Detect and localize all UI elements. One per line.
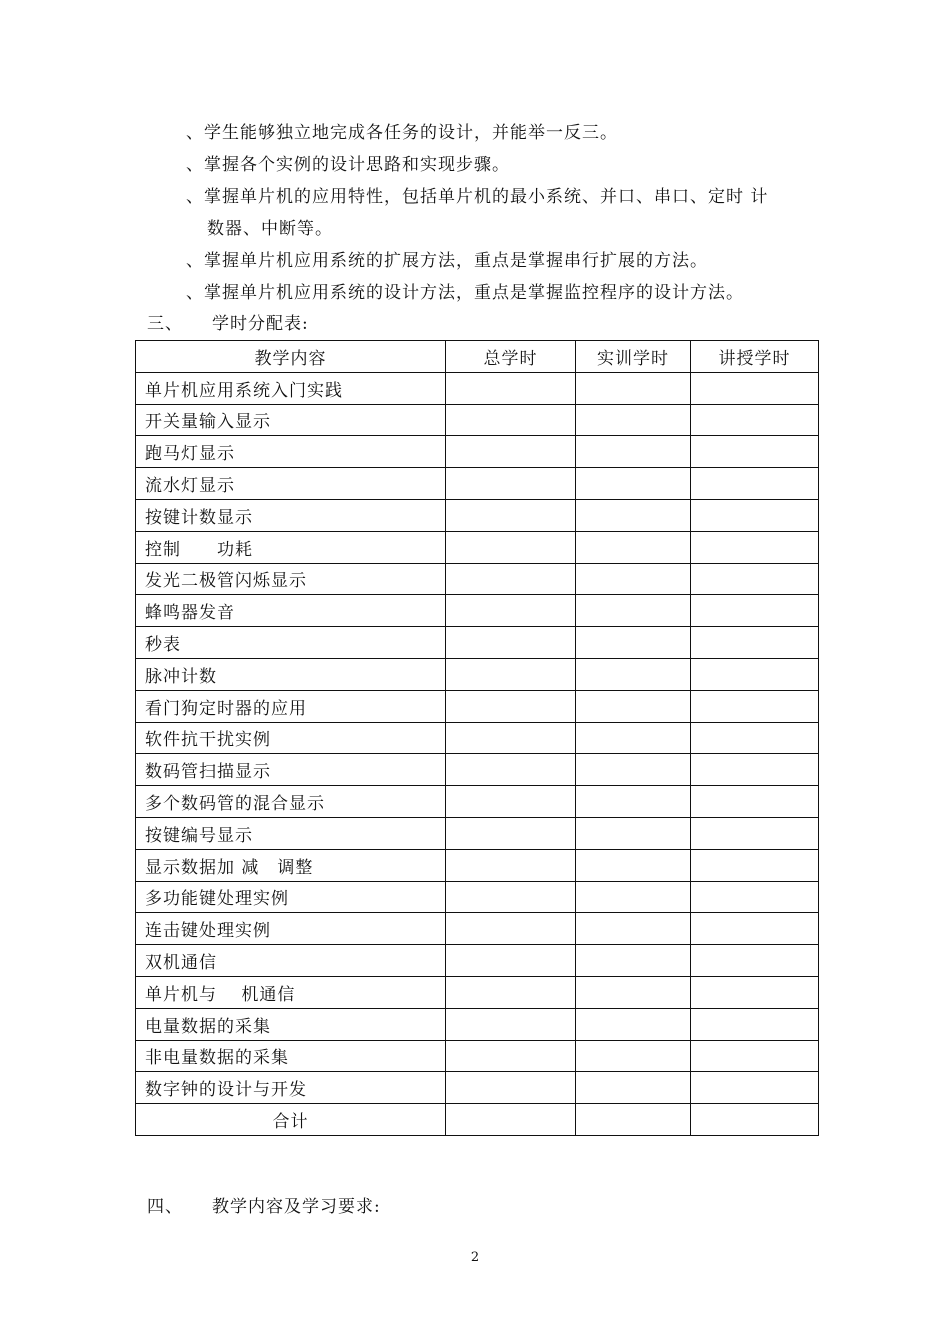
cell-lecture-hours (691, 531, 819, 563)
cell-practical-hours (576, 563, 691, 595)
header-practical-hours: 实训学时 (576, 341, 691, 373)
cell-total-hours (446, 976, 576, 1008)
table-row (136, 531, 819, 563)
cell-total-hours (446, 1072, 576, 1104)
cell-lecture-hours (691, 754, 819, 786)
objective-1: 、学生能够独立地完成各任务的设计，并能举一反三。 (186, 123, 618, 143)
cell-practical-hours (576, 849, 691, 881)
cell-practical-hours (576, 595, 691, 627)
row-topic: 单片机与 机通信 (136, 976, 446, 1008)
header-total-hours: 总学时 (446, 341, 576, 373)
table-row (136, 404, 819, 436)
header-lecture-hours: 讲授学时 (691, 341, 819, 373)
cell-lecture-hours (691, 627, 819, 659)
row-topic: 软件抗干扰实例 (136, 722, 446, 754)
cell-total-hours (446, 499, 576, 531)
row-topic: 单片机应用系统入门实践 (136, 372, 446, 404)
cell-practical-hours (576, 786, 691, 818)
table-row (136, 627, 819, 659)
section-3-title: 学时分配表: (212, 314, 309, 334)
cell-lecture-hours (691, 1040, 819, 1072)
cell-total-hours (446, 849, 576, 881)
row-topic: 多功能键处理实例 (136, 881, 446, 913)
cell-total-hours (446, 658, 576, 690)
row-topic: 蜂鸣器发音 (136, 595, 446, 627)
cell-practical-hours (576, 1040, 691, 1072)
row-topic: 多个数码管的混合显示 (136, 786, 446, 818)
row-topic: 双机通信 (136, 945, 446, 977)
row-topic: 显示数据加 减 调整 (136, 849, 446, 881)
cell-practical-hours (576, 976, 691, 1008)
cell-practical-hours (576, 404, 691, 436)
table-row (136, 1008, 819, 1040)
cell-lecture-hours (691, 945, 819, 977)
objective-4: 、掌握单片机应用系统的扩展方法，重点是掌握串行扩展的方法。 (186, 251, 708, 271)
cell-practical-hours (576, 1072, 691, 1104)
header-teaching-content: 教学内容 (136, 341, 446, 373)
row-topic: 非电量数据的采集 (136, 1040, 446, 1072)
table-row (136, 849, 819, 881)
cell-lecture-hours (691, 372, 819, 404)
row-topic: 电量数据的采集 (136, 1008, 446, 1040)
cell-practical-hours (576, 372, 691, 404)
cell-total-hours (446, 531, 576, 563)
total-label: 合计 (136, 1104, 446, 1136)
table-row (136, 1072, 819, 1104)
cell-lecture-hours (691, 499, 819, 531)
section-4-number: 四、 (147, 1197, 183, 1217)
objective-5: 、掌握单片机应用系统的设计方法，重点是掌握监控程序的设计方法。 (186, 283, 744, 303)
table-row (136, 690, 819, 722)
table-total-row (136, 1104, 819, 1136)
cell-total-hours (446, 690, 576, 722)
cell-total-hours (446, 595, 576, 627)
cell-practical-hours (576, 945, 691, 977)
total-lecture-hours (691, 1104, 819, 1136)
cell-lecture-hours (691, 690, 819, 722)
table-row (136, 817, 819, 849)
section-4-title: 教学内容及学习要求: (212, 1197, 381, 1217)
row-topic: 跑马灯显示 (136, 436, 446, 468)
row-topic: 按键编号显示 (136, 817, 446, 849)
cell-lecture-hours (691, 658, 819, 690)
cell-practical-hours (576, 627, 691, 659)
table-row (136, 658, 819, 690)
row-topic: 脉冲计数 (136, 658, 446, 690)
cell-total-hours (446, 786, 576, 818)
cell-lecture-hours (691, 468, 819, 500)
total-practical-hours (576, 1104, 691, 1136)
table-row (136, 436, 819, 468)
section-3-number: 三、 (147, 314, 183, 334)
row-topic: 控制 功耗 (136, 531, 446, 563)
cell-practical-hours (576, 1008, 691, 1040)
table-row (136, 1040, 819, 1072)
table-row (136, 372, 819, 404)
cell-practical-hours (576, 722, 691, 754)
cell-total-hours (446, 372, 576, 404)
table-row (136, 786, 819, 818)
cell-total-hours (446, 913, 576, 945)
table-row (136, 754, 819, 786)
total-total-hours (446, 1104, 576, 1136)
cell-total-hours (446, 722, 576, 754)
cell-lecture-hours (691, 563, 819, 595)
cell-total-hours (446, 817, 576, 849)
row-topic: 连击键处理实例 (136, 913, 446, 945)
hours-allocation-table (135, 340, 819, 1136)
table-row (136, 499, 819, 531)
cell-practical-hours (576, 499, 691, 531)
row-topic: 开关量输入显示 (136, 404, 446, 436)
table-row (136, 563, 819, 595)
row-topic: 发光二极管闪烁显示 (136, 563, 446, 595)
table-row (136, 976, 819, 1008)
cell-lecture-hours (691, 976, 819, 1008)
row-topic: 秒表 (136, 627, 446, 659)
cell-practical-hours (576, 817, 691, 849)
cell-practical-hours (576, 531, 691, 563)
objective-3: 、掌握单片机的应用特性，包括单片机的最小系统、并口、串口、定时 计 (186, 187, 769, 207)
table-row (136, 945, 819, 977)
row-topic: 数码管扫描显示 (136, 754, 446, 786)
cell-lecture-hours (691, 913, 819, 945)
cell-practical-hours (576, 436, 691, 468)
table-row (136, 881, 819, 913)
cell-total-hours (446, 1040, 576, 1072)
cell-lecture-hours (691, 881, 819, 913)
cell-lecture-hours (691, 436, 819, 468)
row-topic: 流水灯显示 (136, 468, 446, 500)
cell-practical-hours (576, 468, 691, 500)
cell-lecture-hours (691, 786, 819, 818)
cell-practical-hours (576, 690, 691, 722)
table-header-row (136, 341, 819, 373)
cell-practical-hours (576, 881, 691, 913)
cell-practical-hours (576, 754, 691, 786)
table-row (136, 468, 819, 500)
objective-3-continued: 数器、中断等。 (207, 219, 333, 239)
cell-total-hours (446, 754, 576, 786)
cell-lecture-hours (691, 817, 819, 849)
cell-lecture-hours (691, 1008, 819, 1040)
table-row (136, 595, 819, 627)
cell-total-hours (446, 1008, 576, 1040)
cell-practical-hours (576, 658, 691, 690)
cell-lecture-hours (691, 1072, 819, 1104)
cell-total-hours (446, 627, 576, 659)
cell-total-hours (446, 881, 576, 913)
cell-lecture-hours (691, 595, 819, 627)
cell-lecture-hours (691, 849, 819, 881)
row-topic: 看门狗定时器的应用 (136, 690, 446, 722)
cell-total-hours (446, 563, 576, 595)
row-topic: 数字钟的设计与开发 (136, 1072, 446, 1104)
objective-2: 、掌握各个实例的设计思路和实现步骤。 (186, 155, 510, 175)
cell-practical-hours (576, 913, 691, 945)
cell-total-hours (446, 436, 576, 468)
cell-total-hours (446, 404, 576, 436)
table-row (136, 913, 819, 945)
table-row (136, 722, 819, 754)
cell-lecture-hours (691, 404, 819, 436)
cell-total-hours (446, 945, 576, 977)
page-number: 2 (470, 1250, 480, 1265)
row-topic: 按键计数显示 (136, 499, 446, 531)
cell-total-hours (446, 468, 576, 500)
cell-lecture-hours (691, 722, 819, 754)
